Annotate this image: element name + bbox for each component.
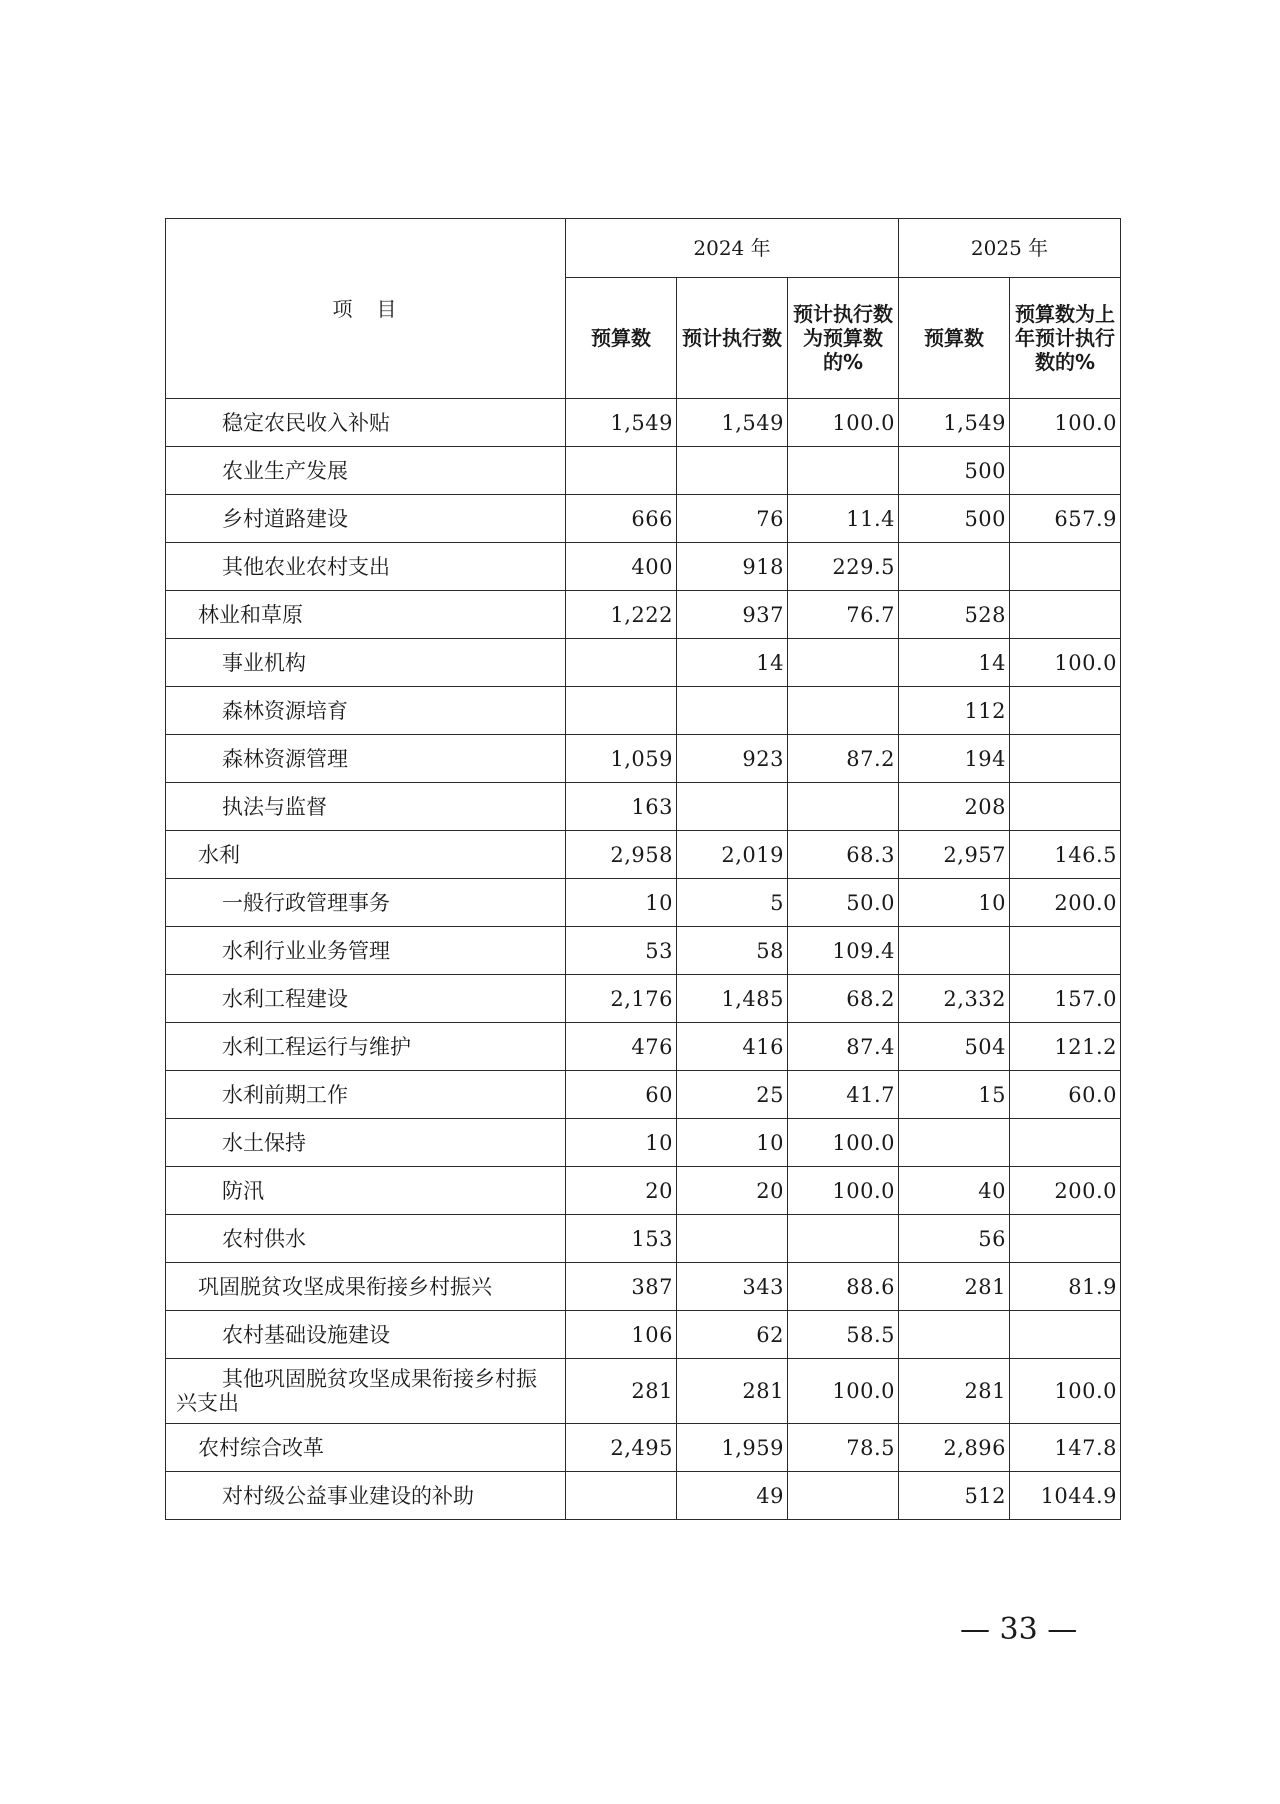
budget-pct-2025-cell: 60.0: [1010, 1071, 1121, 1119]
budget-2025-cell: 2,896: [899, 1424, 1010, 1472]
budget-pct-2025-cell: 1044.9: [1010, 1472, 1121, 1520]
budget-2024-cell: 1,222: [566, 591, 677, 639]
budget-pct-2025-cell: [1010, 1311, 1121, 1359]
estimated-exec-2024-cell: 14: [677, 639, 788, 687]
budget-2025-cell: 500: [899, 495, 1010, 543]
row-item-name: 水利前期工作: [166, 1071, 566, 1119]
table-row: [166, 399, 1121, 447]
row-item-name: 巩固脱贫攻坚成果衔接乡村振兴: [166, 1263, 566, 1311]
exec-pct-2024-cell: [788, 639, 899, 687]
budget-table: [165, 218, 1121, 1520]
exec-pct-2024-cell: [788, 1215, 899, 1263]
budget-2024-cell: 400: [566, 543, 677, 591]
table-row: [166, 687, 1121, 735]
row-item-name: 农村基础设施建设: [166, 1311, 566, 1359]
budget-pct-2025-cell: 657.9: [1010, 495, 1121, 543]
budget-2024-cell: 10: [566, 879, 677, 927]
budget-2024-cell: 60: [566, 1071, 677, 1119]
table-row: [166, 831, 1121, 879]
budget-pct-2025-cell: 100.0: [1010, 1359, 1121, 1424]
estimated-exec-2024-cell: [677, 687, 788, 735]
exec-pct-2024-cell: 87.2: [788, 735, 899, 783]
budget-pct-2025-cell: [1010, 1215, 1121, 1263]
row-item-name: 一般行政管理事务: [166, 879, 566, 927]
item-column-header: 项 目: [166, 219, 566, 399]
budget-2025-cell: 504: [899, 1023, 1010, 1071]
table-row: [166, 591, 1121, 639]
exec-pct-2024-cell: 100.0: [788, 1119, 899, 1167]
row-item-name: 农业生产发展: [166, 447, 566, 495]
exec-pct-2024-cell: 229.5: [788, 543, 899, 591]
estimated-exec-2024-cell: 62: [677, 1311, 788, 1359]
table-row: [166, 1472, 1121, 1520]
budget-2024-cell: 53: [566, 927, 677, 975]
exec-pct-2024-cell: [788, 687, 899, 735]
estimated-exec-2024-cell: 10: [677, 1119, 788, 1167]
row-item-name: 乡村道路建设: [166, 495, 566, 543]
estimated-exec-2024-cell: 937: [677, 591, 788, 639]
table-row: [166, 927, 1121, 975]
table-header-year-row: [166, 219, 1121, 278]
estimated-exec-2024-cell: 1,549: [677, 399, 788, 447]
estimated-exec-2024-cell: 5: [677, 879, 788, 927]
exec-pct-2024-cell: 87.4: [788, 1023, 899, 1071]
budget-pct-2025-cell: [1010, 543, 1121, 591]
row-item-name: 水利工程建设: [166, 975, 566, 1023]
estimated-exec-2024-cell: 20: [677, 1167, 788, 1215]
row-item-name: 水土保持: [166, 1119, 566, 1167]
page-number: — 33 —: [960, 1612, 1078, 1647]
budget-pct-2025-cell: [1010, 1119, 1121, 1167]
budget-pct-2025-cell: [1010, 591, 1121, 639]
table-row: [166, 879, 1121, 927]
table-row: [166, 735, 1121, 783]
budget-pct-2025-cell: 81.9: [1010, 1263, 1121, 1311]
budget-2025-cell: 40: [899, 1167, 1010, 1215]
budget-2025-cell: 10: [899, 879, 1010, 927]
table-row: [166, 447, 1121, 495]
budget-pct-2025-cell: 146.5: [1010, 831, 1121, 879]
estimated-exec-2024-header: 预计执行数: [677, 278, 788, 399]
year-2025-header: 2025 年: [899, 219, 1121, 278]
estimated-exec-2024-cell: 281: [677, 1359, 788, 1424]
budget-pct-2025-cell: [1010, 447, 1121, 495]
budget-2025-cell: [899, 1119, 1010, 1167]
budget-2025-cell: 208: [899, 783, 1010, 831]
table-row: [166, 1071, 1121, 1119]
exec-pct-2024-cell: 100.0: [788, 399, 899, 447]
exec-pct-2024-cell: 100.0: [788, 1167, 899, 1215]
budget-2024-cell: 106: [566, 1311, 677, 1359]
estimated-exec-2024-cell: [677, 447, 788, 495]
exec-pct-2024-cell: 76.7: [788, 591, 899, 639]
budget-2024-cell: 153: [566, 1215, 677, 1263]
budget-2025-cell: 14: [899, 639, 1010, 687]
budget-2025-cell: 112: [899, 687, 1010, 735]
table-row: [166, 783, 1121, 831]
budget-2024-cell: 476: [566, 1023, 677, 1071]
table-row: [166, 495, 1121, 543]
budget-pct-2025-cell: 157.0: [1010, 975, 1121, 1023]
exec-pct-2024-cell: 78.5: [788, 1424, 899, 1472]
exec-pct-2024-cell: [788, 783, 899, 831]
exec-pct-2024-cell: 11.4: [788, 495, 899, 543]
budget-2024-header: 预算数: [566, 278, 677, 399]
budget-pct-2025-cell: 147.8: [1010, 1424, 1121, 1472]
budget-pct-2025-cell: [1010, 735, 1121, 783]
row-item-name: 其他农业农村支出: [166, 543, 566, 591]
table-row: [166, 639, 1121, 687]
table-row: [166, 1359, 1121, 1424]
exec-pct-2024-header: 预计执行数为预算数的%: [788, 278, 899, 399]
estimated-exec-2024-cell: 2,019: [677, 831, 788, 879]
row-item-name: 森林资源培育: [166, 687, 566, 735]
row-item-name: 事业机构: [166, 639, 566, 687]
exec-pct-2024-cell: 50.0: [788, 879, 899, 927]
estimated-exec-2024-cell: 58: [677, 927, 788, 975]
budget-2025-header: 预算数: [899, 278, 1010, 399]
estimated-exec-2024-cell: 76: [677, 495, 788, 543]
row-item-name: 稳定农民收入补贴: [166, 399, 566, 447]
row-item-name: 水利行业业务管理: [166, 927, 566, 975]
budget-2025-cell: 528: [899, 591, 1010, 639]
budget-2025-cell: 56: [899, 1215, 1010, 1263]
row-item-name: 执法与监督: [166, 783, 566, 831]
budget-pct-2025-cell: 121.2: [1010, 1023, 1121, 1071]
estimated-exec-2024-cell: 343: [677, 1263, 788, 1311]
table-row: [166, 1311, 1121, 1359]
budget-2024-cell: 2,176: [566, 975, 677, 1023]
exec-pct-2024-cell: 68.2: [788, 975, 899, 1023]
table-row: [166, 975, 1121, 1023]
budget-2025-cell: 2,332: [899, 975, 1010, 1023]
table-row: [166, 1119, 1121, 1167]
budget-2025-cell: 281: [899, 1263, 1010, 1311]
table-row: [166, 1263, 1121, 1311]
budget-2024-cell: [566, 687, 677, 735]
budget-pct-2025-cell: 200.0: [1010, 1167, 1121, 1215]
budget-2024-cell: [566, 639, 677, 687]
estimated-exec-2024-cell: 1,959: [677, 1424, 788, 1472]
budget-2025-cell: 15: [899, 1071, 1010, 1119]
estimated-exec-2024-cell: [677, 1215, 788, 1263]
estimated-exec-2024-cell: 416: [677, 1023, 788, 1071]
estimated-exec-2024-cell: 49: [677, 1472, 788, 1520]
budget-2024-cell: 10: [566, 1119, 677, 1167]
budget-pct-2025-cell: [1010, 927, 1121, 975]
row-item-name: 其他巩固脱贫攻坚成果衔接乡村振兴支出: [166, 1359, 566, 1424]
budget-pct-2025-header: 预算数为上年预计执行数的%: [1010, 278, 1121, 399]
estimated-exec-2024-cell: [677, 783, 788, 831]
table-row: [166, 1167, 1121, 1215]
table-row: [166, 1424, 1121, 1472]
exec-pct-2024-cell: 88.6: [788, 1263, 899, 1311]
estimated-exec-2024-cell: 1,485: [677, 975, 788, 1023]
row-item-name: 农村综合改革: [166, 1424, 566, 1472]
row-item-name: 防汛: [166, 1167, 566, 1215]
budget-2025-cell: 194: [899, 735, 1010, 783]
row-item-name: 对村级公益事业建设的补助: [166, 1472, 566, 1520]
budget-2025-cell: 1,549: [899, 399, 1010, 447]
row-item-name: 水利: [166, 831, 566, 879]
budget-2025-cell: 500: [899, 447, 1010, 495]
budget-2024-cell: 281: [566, 1359, 677, 1424]
exec-pct-2024-cell: [788, 1472, 899, 1520]
budget-2024-cell: 2,958: [566, 831, 677, 879]
estimated-exec-2024-cell: 25: [677, 1071, 788, 1119]
budget-2025-cell: 2,957: [899, 831, 1010, 879]
table-row: [166, 1215, 1121, 1263]
exec-pct-2024-cell: 109.4: [788, 927, 899, 975]
exec-pct-2024-cell: 100.0: [788, 1359, 899, 1424]
budget-2024-cell: [566, 1472, 677, 1520]
budget-2024-cell: [566, 447, 677, 495]
budget-pct-2025-cell: [1010, 783, 1121, 831]
year-2024-header: 2024 年: [566, 219, 899, 278]
budget-2025-cell: 281: [899, 1359, 1010, 1424]
exec-pct-2024-cell: [788, 447, 899, 495]
estimated-exec-2024-cell: 918: [677, 543, 788, 591]
row-item-name: 水利工程运行与维护: [166, 1023, 566, 1071]
table-row: [166, 543, 1121, 591]
budget-2024-cell: 163: [566, 783, 677, 831]
budget-pct-2025-cell: 100.0: [1010, 639, 1121, 687]
budget-2025-cell: [899, 543, 1010, 591]
budget-2024-cell: 20: [566, 1167, 677, 1215]
budget-2025-cell: 512: [899, 1472, 1010, 1520]
estimated-exec-2024-cell: 923: [677, 735, 788, 783]
budget-pct-2025-cell: 200.0: [1010, 879, 1121, 927]
table-row: [166, 1023, 1121, 1071]
budget-2025-cell: [899, 927, 1010, 975]
table-body: [166, 399, 1121, 1520]
exec-pct-2024-cell: 41.7: [788, 1071, 899, 1119]
row-item-name: 农村供水: [166, 1215, 566, 1263]
budget-2024-cell: 2,495: [566, 1424, 677, 1472]
exec-pct-2024-cell: 68.3: [788, 831, 899, 879]
budget-2025-cell: [899, 1311, 1010, 1359]
budget-pct-2025-cell: 100.0: [1010, 399, 1121, 447]
budget-pct-2025-cell: [1010, 687, 1121, 735]
exec-pct-2024-cell: 58.5: [788, 1311, 899, 1359]
budget-2024-cell: 666: [566, 495, 677, 543]
budget-2024-cell: 387: [566, 1263, 677, 1311]
row-item-name: 森林资源管理: [166, 735, 566, 783]
budget-2024-cell: 1,059: [566, 735, 677, 783]
row-item-name: 林业和草原: [166, 591, 566, 639]
budget-2024-cell: 1,549: [566, 399, 677, 447]
